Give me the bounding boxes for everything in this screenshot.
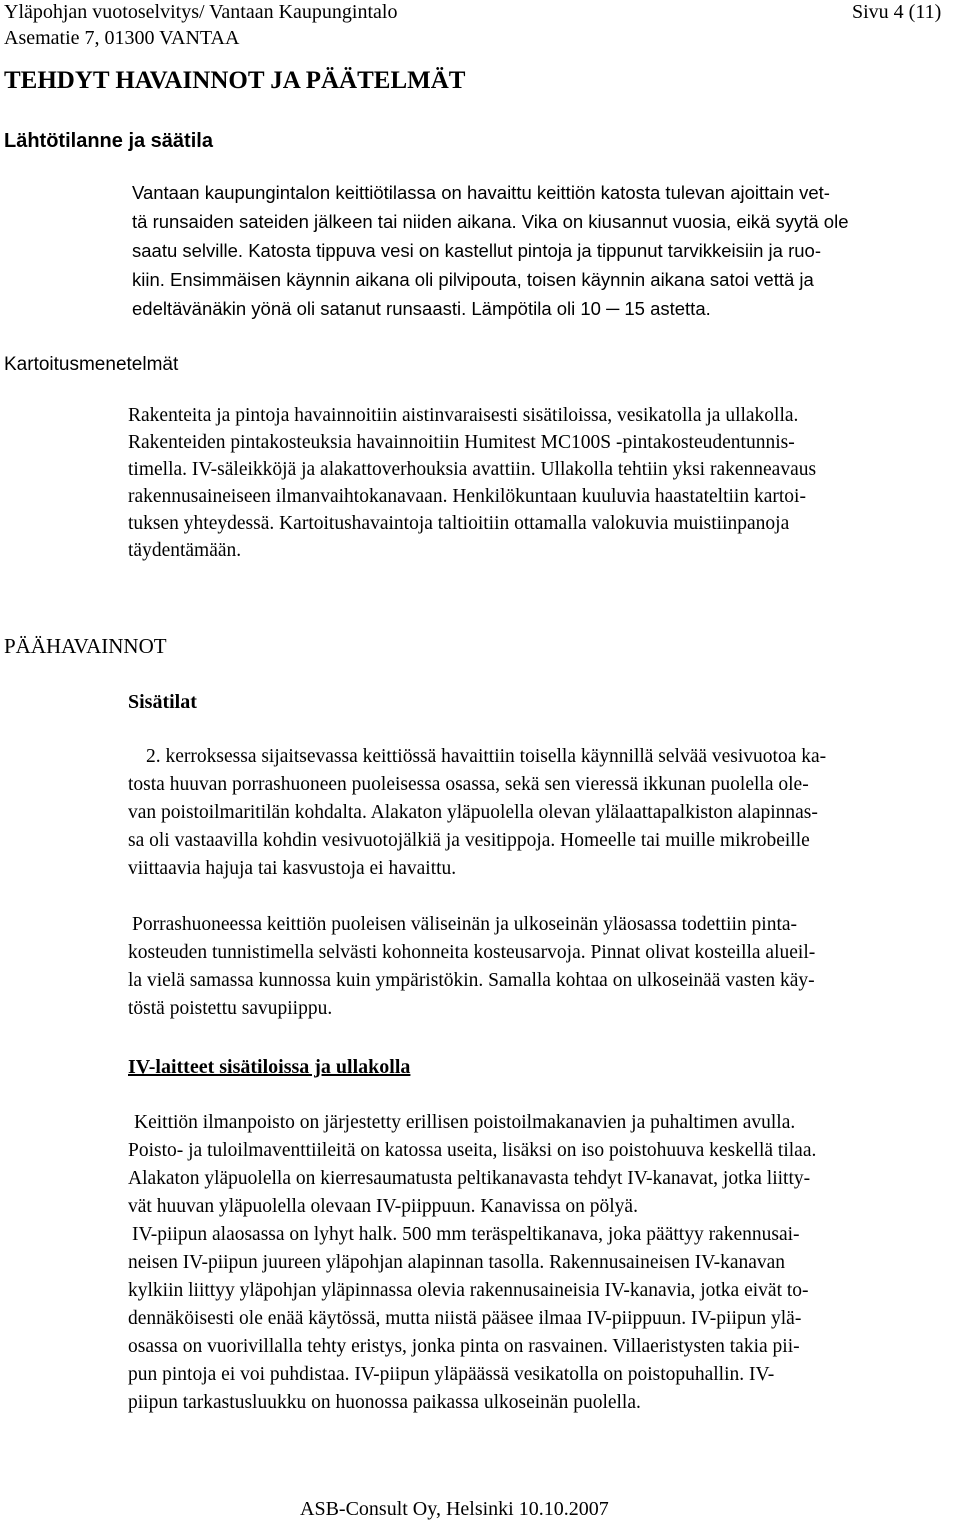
- document-title: Yläpohjan vuotoselvitys/ Vantaan Kaupungintalo: [4, 1, 398, 23]
- text-line: osassa on vuorivillalla tehty eristys, jonka pinta on rasvainen. Villaeristysten takia pii-: [128, 1336, 800, 1357]
- subheading-iv: IV-laitteet sisätiloissa ja ullakolla: [128, 1056, 411, 1078]
- text-line: edeltävänäkin yönä oli satanut runsaasti. Lämpötila oli 10 ─ 15 astetta.: [132, 298, 711, 319]
- text-line: töstä poistettu savupiippu.: [128, 998, 333, 1019]
- text-line: 2. kerroksessa sijaitsevassa keittiössä havaittiin toisella käynnillä selvää vesivuotoa ka-: [146, 746, 827, 767]
- text-line: piipun tarkastusluukku on huonossa paikassa ulkoseinän puolella.: [128, 1392, 641, 1413]
- text-line: van poistoilmaritilän kohdalta. Alakaton yläpuolella olevan ylälaattapalkiston alapinnas-: [128, 802, 818, 823]
- text-line: tuksen yhteydessä. Kartoitushavaintoja taltioitiin ottamalla valokuvia muistiinpanoja: [128, 513, 790, 534]
- text-line: Vantaan kaupungintalon keittiötilassa on havaittu keittiön katosta tulevan ajoittain vet-: [132, 182, 830, 203]
- text-line: Keittiön ilmanpoisto on järjestetty erillisen poistoilmakanavien ja puhaltimen avulla.: [134, 1112, 796, 1133]
- text-line: Rakenteita ja pintoja havainnoitiin aistinvaraisesti sisätiloissa, vesikatolla ja ullakolla.: [128, 405, 799, 426]
- text-line: la vielä samassa kunnossa kuin ympäristökin. Samalla kohtaa on ulkoseinää vasten käy-: [128, 970, 815, 991]
- text-line: kiin. Ensimmäisen käynnin aikana oli pilvipouta, toisen käynnin aikana satoi vettä ja: [132, 269, 814, 290]
- text-line: kosteuden tunnistimella selvästi kohonneita kosteusarvoja. Pinnat olivat kosteilla alueil-: [128, 942, 816, 963]
- section-start-text: [132, 182, 960, 332]
- text-line: sa oli vastaavilla kohdin vesivuotojälkiä ja vesitippoja. Homeelle tai muille mikrobeille: [128, 830, 810, 851]
- text-line: viittaavia hajuja tai kasvustoja ei havaittu.: [128, 858, 457, 879]
- text-line: neisen IV-piipun juureen yläpohjan alapinnan tasolla. Rakennusaineisen IV-kanavan: [128, 1252, 786, 1273]
- text-line: Alakaton yläpuolella on kierresaumatusta peltikanavasta tehdyt IV-kanavat, jotka liitty-: [128, 1168, 811, 1189]
- text-line: saatu selville. Katosta tippuva vesi on kastellut pintoja ja tippunut tarvikkeisiin ja ruo-: [132, 240, 821, 261]
- findings-paragraph-2: [128, 914, 960, 1030]
- text-line: Rakenteiden pintakosteuksia havainnoitiin Humitest MC100S -pintakosteudentunnis-: [128, 432, 795, 453]
- text-line: täydentämään.: [128, 540, 242, 561]
- text-line: vät huuvan yläpuolella olevaan IV-piippuun. Kanavissa on pölyä.: [128, 1196, 638, 1217]
- text-line: IV-piipun alaosassa on lyhyt halk. 500 mm teräspeltikanava, joka päättyy rakennusai-: [132, 1224, 800, 1245]
- text-line: tosta huuvan porrashuoneen puoleisessa osassa, sekä sen vieressä ikkunan puolella ole-: [128, 774, 809, 795]
- section-heading-methods: Kartoitusmenetelmät: [4, 354, 179, 375]
- text-line: timella. IV-säleikköjä ja alakattoverhouksia avattiin. Ullakolla tehtiin yksi rakenneavaus: [128, 459, 817, 480]
- text-line: dennäköisesti ole enää käytössä, mutta niistä pääsee ilmaa IV-piippuun. IV-piipun ylä-: [128, 1308, 802, 1329]
- findings-paragraph-1: [128, 746, 960, 886]
- main-heading: TEHDYT HAVAINNOT JA PÄÄTELMÄT: [4, 67, 466, 94]
- footer-company: ASB-Consult Oy, Helsinki 10.10.2007: [300, 1498, 609, 1520]
- document-address: Asematie 7, 01300 VANTAA: [4, 27, 240, 49]
- section-heading-start: Lähtötilanne ja säätila: [4, 130, 213, 152]
- text-line: pun pintoja ei voi puhdistaa. IV-piipun yläpäässä vesikatolla on poistopuhallin. IV-: [128, 1364, 775, 1385]
- text-line: kylkiin liittyy yläpohjan yläpinnassa olevia rakennusaineisia IV-kanavia, jotka eivät to-: [128, 1280, 809, 1301]
- text-line: Poisto- ja tuloilmaventtiileitä on katossa useita, lisäksi on iso poistohuuva keskellä tilaa.: [128, 1140, 817, 1161]
- subheading-sisatilat: Sisätilat: [128, 691, 197, 713]
- iv-paragraph: [128, 1112, 960, 1422]
- section-heading-findings: PÄÄHAVAINNOT: [4, 634, 167, 658]
- text-line: tä runsaiden sateiden jälkeen tai niiden aikana. Vika on kiusannut vuosia, eikä syytä ole: [132, 211, 849, 232]
- text-line: Porrashuoneessa keittiön puoleisen väliseinän ja ulkoseinän yläosassa todettiin pinta-: [132, 914, 798, 935]
- page-number: Sivu 4 (11): [852, 1, 942, 23]
- text-line: rakennusaineiseen ilmanvaihtokanavaan. Henkilökuntaan kuuluvia haastateltiin kartoi-: [128, 486, 806, 507]
- section-methods-text: [128, 405, 960, 585]
